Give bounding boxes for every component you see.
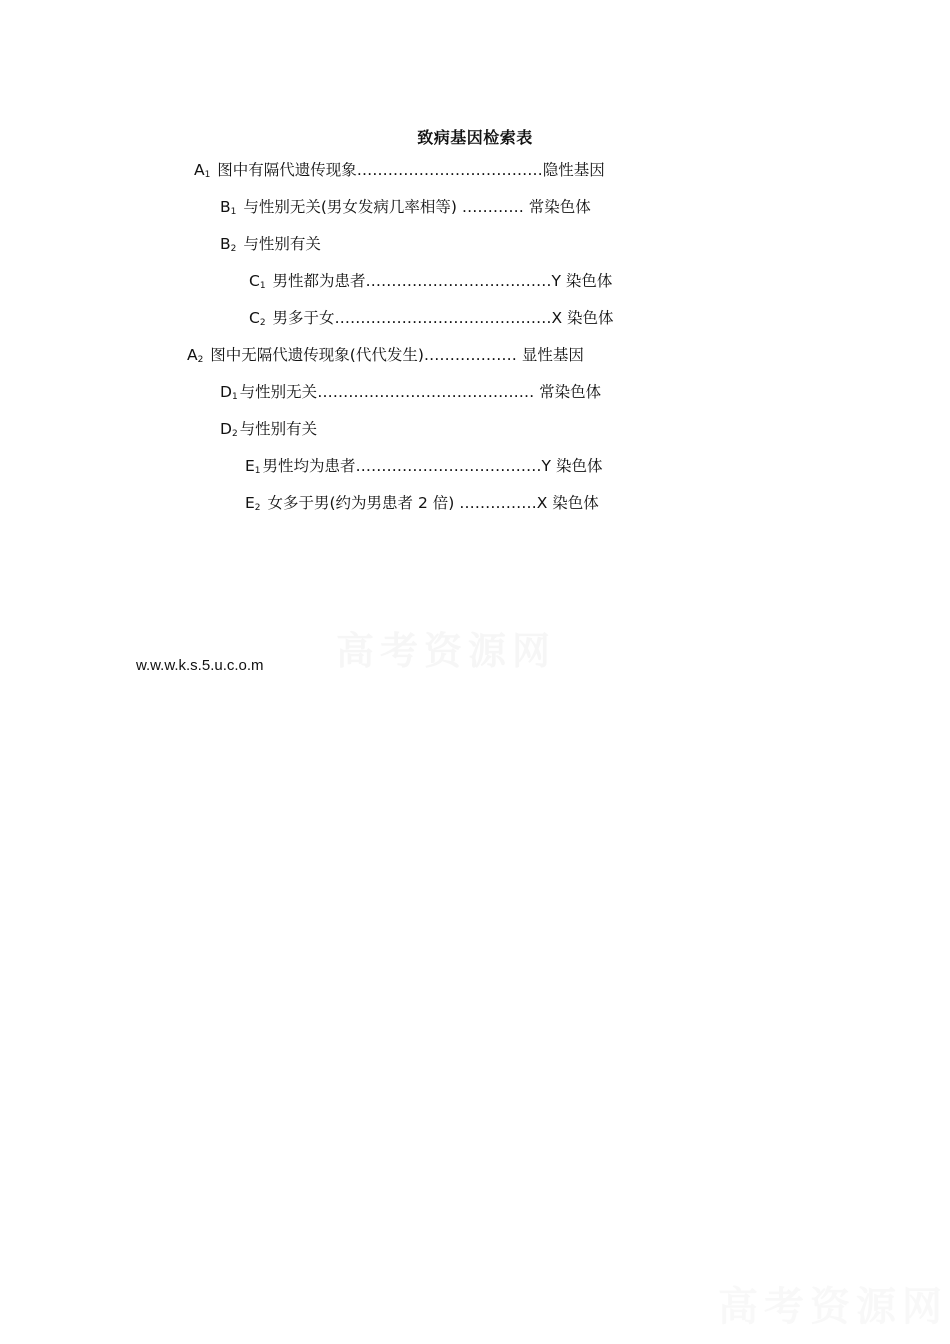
key-id: D xyxy=(220,383,232,401)
key-result: 常染色体 xyxy=(528,198,591,216)
key-line-b2 xyxy=(220,233,321,260)
key-text: 男性都为患者 xyxy=(272,272,366,290)
key-id: A xyxy=(187,346,198,364)
key-id: B xyxy=(220,235,231,253)
key-id: B xyxy=(220,198,231,216)
key-result: 显性基因 xyxy=(521,346,584,364)
key-line-e1 xyxy=(245,455,602,482)
key-text: 女多于男(约为男患者 2 倍) xyxy=(267,494,455,512)
key-text: 男多于女 xyxy=(272,309,335,327)
key-id: A xyxy=(194,161,205,179)
key-result: X 染色体 xyxy=(551,309,614,327)
key-id: E xyxy=(245,457,255,475)
key-sub: 1 xyxy=(230,207,237,217)
key-sub: 1 xyxy=(204,170,211,180)
key-line-e2 xyxy=(245,492,599,519)
key-text: 男性均为患者 xyxy=(262,457,356,475)
key-id: E xyxy=(245,494,255,512)
key-text: 与性别有关 xyxy=(239,420,318,438)
key-sub: 2 xyxy=(197,355,204,365)
key-text: 与性别有关 xyxy=(243,235,321,253)
key-text: 图中有隔代遗传现象 xyxy=(217,161,357,179)
key-line-b1 xyxy=(220,196,591,223)
key-result: 常染色体 xyxy=(539,383,602,401)
key-sub: 1 xyxy=(231,392,238,402)
footer-url: w.w.w.k.s.5.u.c.o.m xyxy=(136,657,264,674)
key-text: 与性别无关(男女发病几率相等) xyxy=(243,198,457,216)
key-text: 图中无隔代遗传现象(代代发生) xyxy=(210,346,424,364)
key-line-d1 xyxy=(220,381,601,408)
key-result: 隐性基因 xyxy=(542,161,605,179)
document-title: 致病基因检索表 xyxy=(417,128,533,147)
key-dots: ……………………………… xyxy=(365,272,552,290)
key-line-d2 xyxy=(220,418,317,445)
key-sub: 1 xyxy=(254,466,261,476)
key-sub: 1 xyxy=(259,281,266,291)
watermark: 高考资源网 xyxy=(718,1283,948,1330)
key-id: C xyxy=(249,309,260,327)
key-id: C xyxy=(249,272,260,290)
key-dots: ………… xyxy=(456,198,529,216)
key-result: X 染色体 xyxy=(536,494,599,512)
key-sub: 2 xyxy=(254,503,261,513)
key-line-c2 xyxy=(249,307,614,334)
key-dots: …………………………………… xyxy=(334,309,552,327)
key-line-a1 xyxy=(194,159,605,186)
key-dots: ……………… xyxy=(423,346,522,364)
key-result: Y 染色体 xyxy=(551,272,613,290)
key-sub: 2 xyxy=(230,244,237,254)
key-id: D xyxy=(220,420,232,438)
key-dots: …………………………………… xyxy=(317,383,540,401)
key-result: Y 染色体 xyxy=(541,457,603,475)
key-sub: 2 xyxy=(231,429,238,439)
key-dots: ……………………………… xyxy=(356,161,543,179)
key-dots: ……………………………… xyxy=(355,457,542,475)
key-line-c1 xyxy=(249,270,612,297)
key-line-a2 xyxy=(187,344,584,371)
watermark: 高考资源网 xyxy=(336,628,557,673)
key-text: 与性别无关 xyxy=(239,383,318,401)
key-dots: …………… xyxy=(454,494,537,512)
key-sub: 2 xyxy=(259,318,266,328)
